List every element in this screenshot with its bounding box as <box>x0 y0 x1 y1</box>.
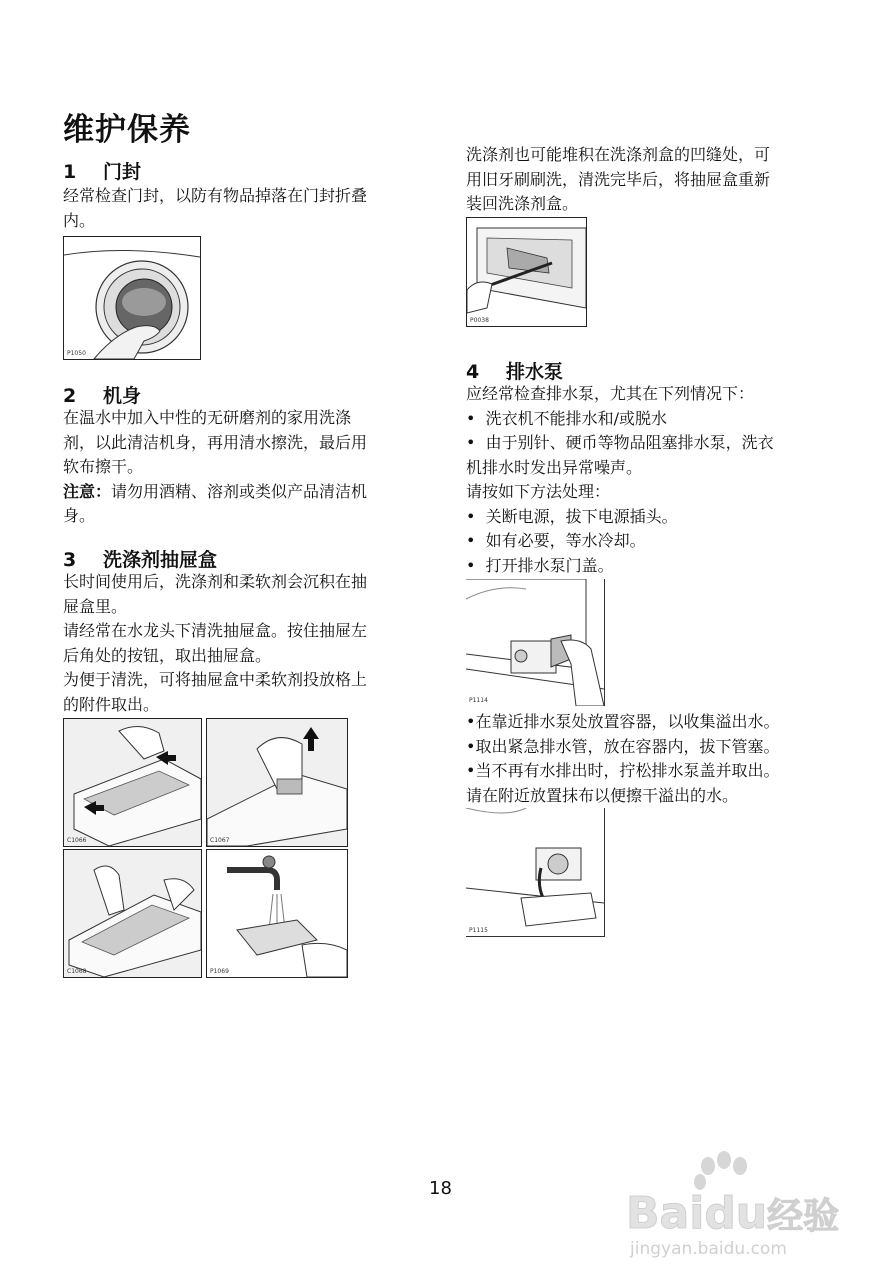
toothbrush-figure <box>466 217 587 327</box>
figure-code: C1067 <box>210 837 230 844</box>
text-line: 请经常在水龙头下清洗抽屉盒。按住抽屉左 <box>63 621 368 640</box>
note-text: 请勿用酒精、溶剂或类似产品清洁机 <box>111 481 368 501</box>
text-line: 屉盒里。 <box>63 596 128 616</box>
bullet-text: 由于别针、硬币等物品阻塞排水泵，洗衣 <box>485 433 774 452</box>
section-title: 排水泵 <box>506 361 564 383</box>
note-line: 身。 <box>63 506 96 525</box>
text-line: 机排水时发出异常噪声。 <box>466 457 643 477</box>
bullet-text: 如有必要，等水冷却。 <box>485 531 646 550</box>
text-line: 长时间使用后，洗涤剂和柔软剂会沉积在抽 <box>63 572 368 591</box>
note-label: 注意： <box>63 481 112 501</box>
section-title: 洗涤剂抽屉盒 <box>103 549 218 571</box>
section-4-heading <box>466 357 563 384</box>
section-title: 机身 <box>103 385 142 407</box>
svg-text:Baidu经验 <box>626 1188 839 1239</box>
watermark-url: jingyan.baidu.com <box>630 1239 787 1259</box>
figure-code: P1069 <box>210 968 229 975</box>
figure-code: P0038 <box>470 317 489 324</box>
watermark-brand-c: 经验 <box>767 1196 840 1237</box>
page-title: 维护保养 <box>63 112 191 148</box>
bullet-text: 在靠近排水泵处放置容器，以收集溢出水。 <box>475 712 780 731</box>
drain-hose-figure <box>466 808 605 937</box>
section-1-heading <box>63 157 141 184</box>
figure-code: C1066 <box>67 837 87 844</box>
section-1-text <box>63 184 367 233</box>
list-item: •当不再有水排出时，拧松排水泵盖并取出。 <box>466 761 780 780</box>
section-4-text-a <box>466 382 774 578</box>
drawer-figure-3 <box>63 849 202 978</box>
door-seal-figure <box>63 236 201 360</box>
paw-icon <box>694 1151 747 1190</box>
bullet-text: 取出紧急排水管，放在容器内，拔下管塞。 <box>475 736 780 756</box>
text-line: 请在附近放置抹布以便擦干溢出的水。 <box>466 785 739 805</box>
figure-code: P1050 <box>67 350 86 357</box>
list-item: •在靠近排水泵处放置容器，以收集溢出水。 <box>466 712 780 731</box>
section-number: 4 <box>466 361 480 383</box>
list-item: • 如有必要，等水冷却。 <box>466 531 646 550</box>
watermark-brand-a: Bai <box>626 1188 705 1239</box>
note-line <box>63 480 367 505</box>
text-line: 在温水中加入中性的无研磨剂的家用洗涤 <box>63 408 352 427</box>
figure-code: P1114 <box>469 697 488 704</box>
text-line: 洗涤剂也可能堆积在洗涤剂盒的凹缝处，可 <box>466 145 771 164</box>
bullet-text: 洗衣机不能排水和/或脱水 <box>485 408 668 428</box>
section-2-heading <box>63 381 141 408</box>
text-line: 用旧牙刷刷洗，清洗完毕后，将抽屉盒重新 <box>466 169 771 189</box>
drawer-figure-2 <box>206 718 348 847</box>
drawer-figure-4 <box>206 849 348 978</box>
text-line: 后角处的按钮，取出抽屉盒。 <box>63 645 272 665</box>
page-number: 18 <box>429 1178 452 1199</box>
section-2-text <box>63 406 367 529</box>
list-item: • 洗衣机不能排水和/或脱水 <box>466 408 668 428</box>
section-title: 门封 <box>103 161 142 183</box>
text-line: 请按如下方法处理： <box>466 482 611 501</box>
text-line: 为便于清洗，可将抽屉盒中柔软剂投放格上 <box>63 670 368 689</box>
list-item: • 关断电源，拔下电源插头。 <box>466 506 678 526</box>
bullet-text: 当不再有水排出时，拧松排水泵盖并取出。 <box>475 761 780 780</box>
drawer-figure-1 <box>63 718 202 847</box>
list-item: •取出紧急排水管，放在容器内，拔下管塞。 <box>466 736 780 756</box>
section-4-text-b <box>466 710 779 808</box>
list-item: • 由于别针、硬币等物品阻塞排水泵，洗衣 <box>466 433 774 452</box>
figure-code: P1115 <box>469 927 488 934</box>
text-line: 剂，以此清洁机身，再用清水擦洗，最后用 <box>63 432 368 452</box>
pump-cover-figure <box>466 579 605 706</box>
text-line: 装回洗涤剂盒。 <box>466 194 579 213</box>
text-line: 软布擦干。 <box>63 457 144 476</box>
section-number: 3 <box>63 549 77 571</box>
section-3-heading <box>63 545 217 572</box>
figure-code: C1068 <box>67 968 87 975</box>
section-3-text <box>63 570 367 717</box>
bullet-text: 打开排水泵门盖。 <box>485 555 614 575</box>
text-line: 的附件取出。 <box>63 694 160 714</box>
watermark-brand-b: du <box>704 1188 768 1239</box>
baidu-jingyan-watermark <box>626 1150 851 1260</box>
detergent-box-text <box>466 143 770 217</box>
list-item: • 打开排水泵门盖。 <box>466 555 614 575</box>
text-line: 经常检查门封，以防有物品掉落在门封折叠 <box>63 186 368 205</box>
section-number: 2 <box>63 385 77 407</box>
text-line: 应经常检查排水泵，尤其在下列情况下： <box>466 384 755 403</box>
text-line: 内。 <box>63 210 96 230</box>
section-number: 1 <box>63 161 77 183</box>
bullet-text: 关断电源，拔下电源插头。 <box>485 506 678 526</box>
